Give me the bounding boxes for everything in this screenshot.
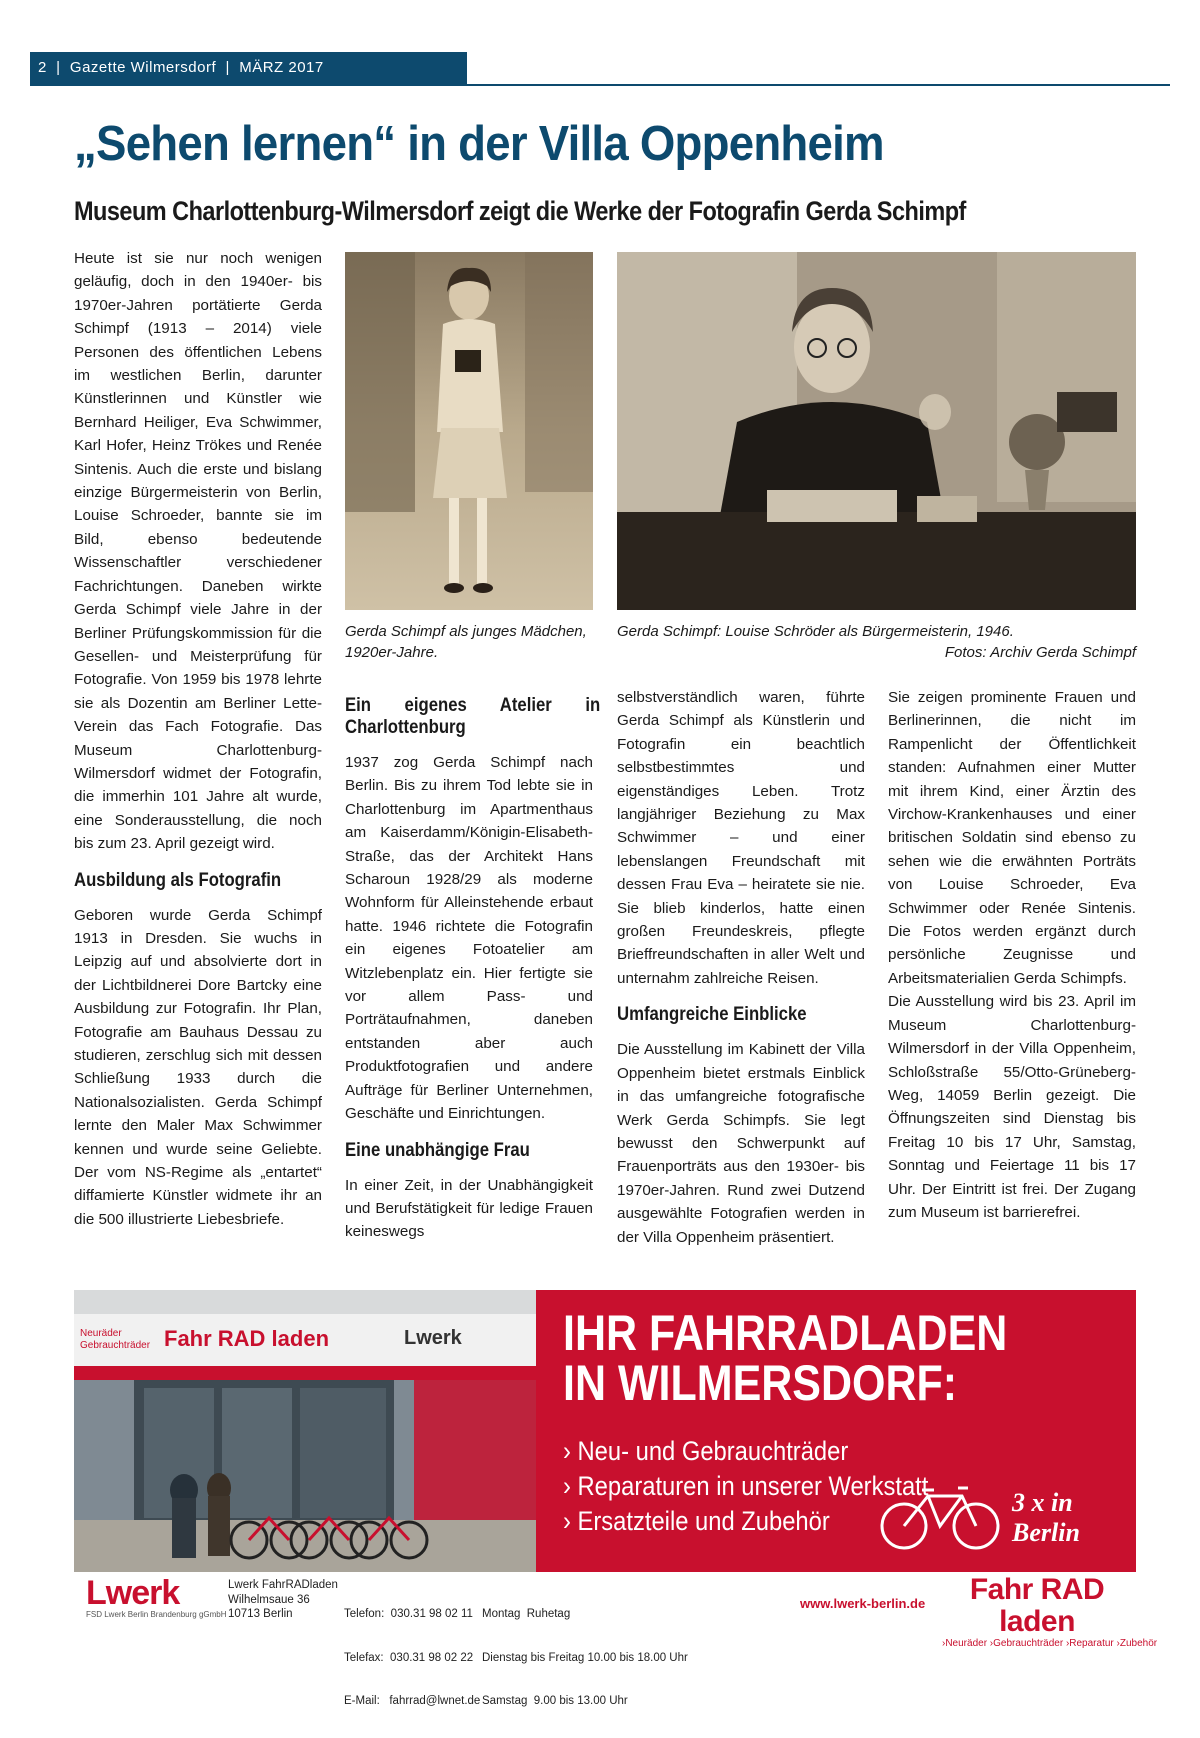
page-header-bar: 2 | Gazette Wilmersdorf | MÄRZ 2017 (30, 52, 467, 84)
section-heading-einblicke: Umfangreiche Einblicke (617, 1004, 807, 1026)
contact-fax: Telefax: 030.31 98 02 22 (344, 1651, 474, 1664)
brand-logo-text: Fahr RAD laden (969, 1573, 1105, 1638)
svg-text:Gebrauchträder: Gebrauchträder (80, 1340, 151, 1351)
article-subtitle: Museum Charlottenburg-Wilmersdorf zeigt die Werke der Fotografin Gerda Schimpf (74, 196, 966, 226)
photo-louise-schroeder (617, 252, 1136, 610)
section-text-einblicke: Die Ausstellung im Kabinett der Villa Oppenheim bietet erstmals Einblick in das umfangreiche fotografische Werk Gerda Schimpfs. Sie legt bewusst den Schwerpunkt auf Frauenporträts aus den 1930er- bis 1970er-Jahren. Rund zwei Dutzend ausgewählte Fotografien werden in der Villa Oppenheim präsentiert. (617, 1041, 865, 1246)
hours-line: Dienstag bis Freitag 10.00 bis 18.00 Uhr (482, 1651, 688, 1664)
continued-text-unabhaengig: selbstverständlich waren, führte Gerda Schimpf als Künstlerin und Fotografin ein beachtlich selbstbestimmtes und eigenständiges Leben. Trotz langjähriger Beziehung zu Max Schwimmer – und einer lebenslangen Freundschaft mit dessen Frau Eva – heiratete sie nie. Sie blieb kinderlos, hatte einen großen Freundeskreis, pflegte Brieffreundschaften in aller Welt und unternahm zahlreiche Reisen. (617, 689, 865, 987)
ad-service-list (563, 1434, 928, 1539)
section-text-ausbildung: Geboren wurde Gerda Schimpf 1913 in Dresden. Sie wuchs in Leipzig auf und absolvierte dort in der Lichtbildnerei Dore Bartcky eine Ausbildung zur Fotografin. Ihr Plan, Fotografie am Bauhaus Dessau zu studieren, zerschlug sich mit dessen Schließung 1933 durch die Nationalsozialisten. Gerda Schimpf lernte den Maler Max Schwimmer kennen und wurde seine Geliebte. Der vom NS-Regime als „entartet“ diffamierte Künstler widmete ihr an die 500 illustrierte Liebesbriefe. (74, 906, 322, 1228)
contact-email[interactable]: E-Mail: fahrrad@lwnet.de (344, 1695, 481, 1707)
address-line: Wilhelmsaue 36 (228, 1593, 310, 1606)
column-2 (345, 695, 601, 1244)
ad-service-item: › Neu- und Gebrauchträder (563, 1436, 849, 1466)
section-text-unabhaengig: In einer Zeit, in der Unabhängigkeit und Berufstätigkeit für ledige Frauen keineswegs (345, 1176, 593, 1241)
article-title: „Sehen lernen“ in der Villa Oppenheim (74, 117, 884, 171)
bicycle-icon (876, 1482, 1006, 1552)
column-4 (888, 686, 1136, 1224)
svg-text:Neuräder: Neuräder (80, 1328, 122, 1339)
ad-contact (344, 1578, 480, 1738)
ad-headline (563, 1305, 1008, 1411)
ad-address (228, 1578, 338, 1622)
ad-headline-line1: IHR FAHRRADLADEN (563, 1305, 1008, 1361)
photo-young-girl (345, 252, 593, 610)
address-line: 10713 Berlin (228, 1608, 293, 1620)
ad-shop-photo (74, 1290, 536, 1572)
publication-name: Gazette Wilmersdorf (69, 59, 217, 76)
paragraph-frauen: Sie zeigen prominente Frauen und Berlinerinnen, die nicht im Rampenlicht der Öffentlichkeit standen: Aufnahmen einer Mutter mit ihrem Kind, einer Ärztin des Virchow-Krankenhauses und einer britischen Soldatin sind ebenso zu sehen wie die erwähnten Porträts von Louise Schroeder, Eva Schwimmer oder Renée Sintenis. Die Fotos werden ergänzt durch persönliche Zeugnisse und Arbeitsmaterialien Gerda Schimpfs. (888, 689, 1136, 987)
intro-paragraph: Heute ist sie nur noch wenigen geläufig, doch in den 1940er- bis 1970er-Jahren portätierte Gerda Schimpf (1913 – 2014) viele Personen des öffentlichen Lebens im westlichen Berlin, darunter Künstlerinnen und Künstler wie Bernhard Heiliger, Eva Schwimmer, Karl Hofer, Heinz Trökes und Renée Sintenis. Auch die erste und bislang einzige Bürgermeisterin von Berlin, Louise Schroeder, bannte sie im Bild, ebenso bedeutende Wissenschaftler verschiedener Fachrichtungen. Daneben wirkte Gerda Schimpf viele Jahre in der Berliner Prüfungskommission für die Gesellen- und Meisterprüfung für Fotografie. Von 1959 bis 1978 lehrte sie als Dozentin am Berliner Lette-Verein das Fach Fotografie. Das Museum Charlottenburg-Wilmersdorf widmet der Fotografin, die immerhin 101 Jahre alt wurde, eine Sonderausstellung, die noch bis zum 23. April gezeigt wird. (74, 250, 322, 853)
lwerk-logo-sub: FSD Lwerk Berlin Brandenburg gGmbH (86, 1610, 227, 1619)
photo-caption-young-girl: Gerda Schimpf als junges Mädchen, 1920er-Jahre. (345, 623, 587, 661)
address-line: Lwerk FahrRADladen (228, 1579, 338, 1591)
ad-service-item: › Ersatzteile und Zubehör (563, 1506, 830, 1536)
contact-phone: Telefon: 030.31 98 02 11 (344, 1608, 473, 1620)
photo-credit: Fotos: Archiv Gerda Schimpf (944, 644, 1136, 661)
paragraph-ausstellung-info: Die Ausstellung wird bis 23. April im Museum Charlottenburg-Wilmersdorf in der Villa Oppenheim, Schloßstraße 55/Otto-Grüneberg-Weg, 14059 Berlin gezeigt. Die Öffnungszeiten sind Dienstag bis Freitag 10 bis 17 Uhr, Samstag, Sonntag und Feiertage 11 bis 17 Uhr. Der Eintritt ist frei. Der Zugang zum Museum ist barrierefrei. (888, 993, 1136, 1221)
section-heading-unabhaengig: Eine unabhängige Frau (345, 1139, 530, 1161)
hours-line: Montag Ruhetag (482, 1608, 571, 1620)
ad-website-link[interactable]: www.lwerk-berlin.de (800, 1596, 926, 1611)
section-heading-atelier: Ein eigenes Atelier in Charlottenburg (345, 695, 601, 738)
section-heading-ausbildung: Ausbildung als Fotografin (74, 869, 282, 891)
ad-opening-hours (482, 1578, 688, 1738)
column-1 (74, 247, 322, 1231)
section-text-atelier: 1937 zog Gerda Schimpf nach Berlin. Bis zu ihrem Tod lebte sie in Charlottenburg im Apartmenthaus am Kaiserdamm/Königin-Elisabeth-Straße, das der Architekt Hans Scharoun 1928/29 als moderne Wohnform für Alleinstehende erbaut hatte. 1946 richtete die Fotografin ein eigenes Fotoatelier am Witzlebenplatz ein. Hier fertigte sie vor allem Pass- und Porträtaufnahmen, daneben entstanden aber auch Produktfotografien und andere Aufträge für Berliner Unternehmen, Geschäfte und Einrichtungen. (345, 754, 593, 1123)
header-rule (30, 84, 1170, 86)
shop-sign-right: Lwerk (404, 1327, 462, 1349)
hours-line: Samstag 9.00 bis 13.00 Uhr (482, 1695, 628, 1707)
lwerk-logo-text: Lwerk (86, 1574, 180, 1612)
brand-tagline: ›Neuräder ›Gebrauchträder ›Reparatur ›Zubehör (942, 1638, 1158, 1649)
column-3 (617, 686, 865, 1249)
ad-berlin-tag: 3 x in Berlin (1012, 1488, 1080, 1547)
ad-footer (74, 1572, 1158, 1707)
issue-date: MÄRZ 2017 (239, 59, 324, 76)
ad-headline-line2: IN WILMERSDORF: (563, 1355, 958, 1411)
fahrradladen-logo (942, 1573, 1158, 1649)
lwerk-logo (86, 1576, 236, 1619)
shop-sign-left: Fahr RAD laden (164, 1326, 330, 1351)
fahrradladen-advertisement (74, 1290, 1158, 1707)
photo-caption-louise (617, 621, 1136, 663)
page-number: 2 (38, 59, 47, 76)
caption-text: Gerda Schimpf: Louise Schröder als Bürgermeisterin, 1946. (617, 623, 1014, 640)
ad-service-item: › Reparaturen in unserer Werkstatt (563, 1471, 929, 1501)
